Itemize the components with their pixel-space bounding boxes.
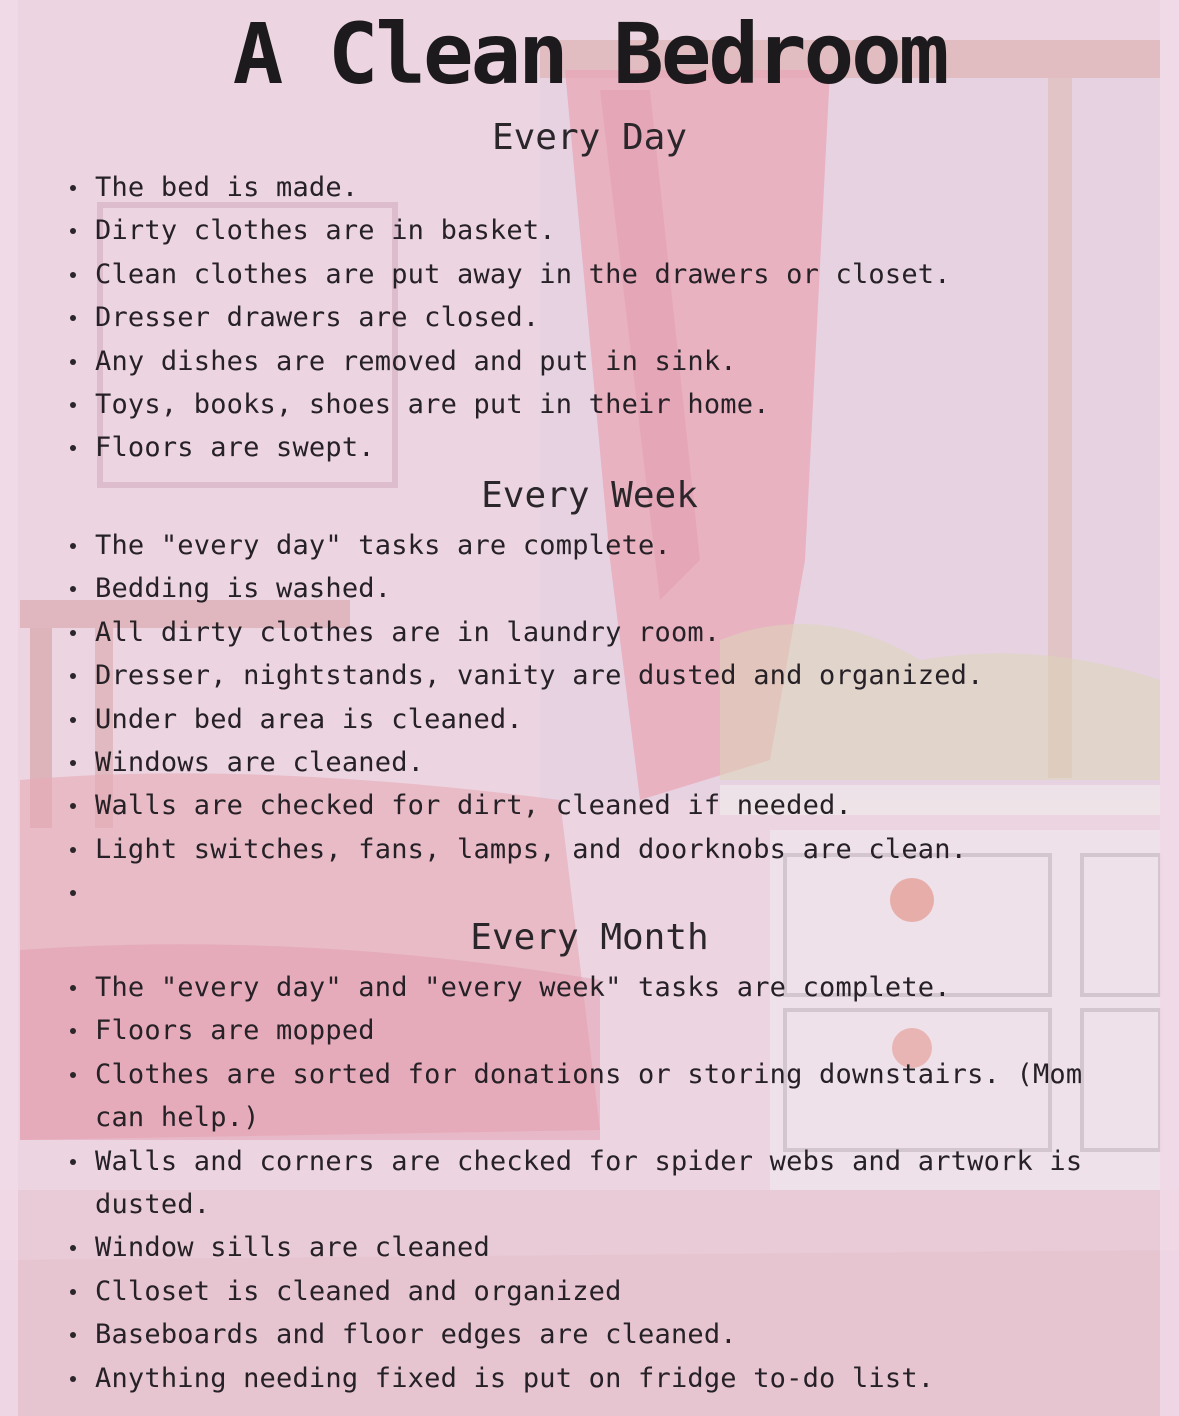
list-item-empty bbox=[66, 871, 1106, 914]
list-item: The bed is made. bbox=[66, 166, 1106, 209]
section-heading-every-month: Every Month bbox=[470, 917, 709, 958]
list-item: Under bed area is cleaned. bbox=[66, 698, 1106, 741]
list-item: Windows are cleaned. bbox=[66, 741, 1106, 784]
page-title: A Clean Bedroom bbox=[232, 5, 947, 103]
section-heading-every-week: Every Week bbox=[481, 475, 698, 516]
list-item: Any dishes are removed and put in sink. bbox=[66, 340, 1106, 383]
list-item: Clean clothes are put away in the drawers or closet. bbox=[66, 253, 1106, 296]
every-day-list bbox=[66, 166, 1106, 470]
list-item: The "every day" tasks are complete. bbox=[66, 524, 1106, 567]
list-item: Window sills are cleaned bbox=[66, 1226, 1106, 1269]
list-item: Baseboards and floor edges are cleaned. bbox=[66, 1313, 1106, 1356]
list-item: Floors are swept. bbox=[66, 426, 1106, 469]
list-item: All dirty clothes are in laundry room. bbox=[66, 611, 1106, 654]
list-item: Clloset is cleaned and organized bbox=[66, 1270, 1106, 1313]
every-month-list bbox=[66, 966, 1106, 1400]
list-item: Dirty clothes are in basket. bbox=[66, 209, 1106, 252]
list-item: The "every day" and "every week" tasks are complete. bbox=[66, 966, 1106, 1009]
list-item: Walls and corners are checked for spider webs and artwork is dusted. bbox=[66, 1140, 1106, 1227]
list-item: Toys, books, shoes are put in their home. bbox=[66, 383, 1106, 426]
section-heading-every-day: Every Day bbox=[491, 117, 688, 158]
list-item: Dresser drawers are closed. bbox=[66, 296, 1106, 339]
list-item: Clothes are sorted for donations or storing downstairs. (Mom can help.) bbox=[66, 1053, 1106, 1140]
list-item: Bedding is washed. bbox=[66, 567, 1106, 610]
list-item: Light switches, fans, lamps, and doorknobs are clean. bbox=[66, 828, 1106, 871]
list-item: Floors are mopped bbox=[66, 1009, 1106, 1052]
list-item: Walls are checked for dirt, cleaned if needed. bbox=[66, 784, 1106, 827]
list-item: Dresser, nightstands, vanity are dusted and organized. bbox=[66, 654, 1106, 697]
list-item: Anything needing fixed is put on fridge to-do list. bbox=[66, 1357, 1106, 1400]
every-week-list bbox=[66, 524, 1106, 915]
